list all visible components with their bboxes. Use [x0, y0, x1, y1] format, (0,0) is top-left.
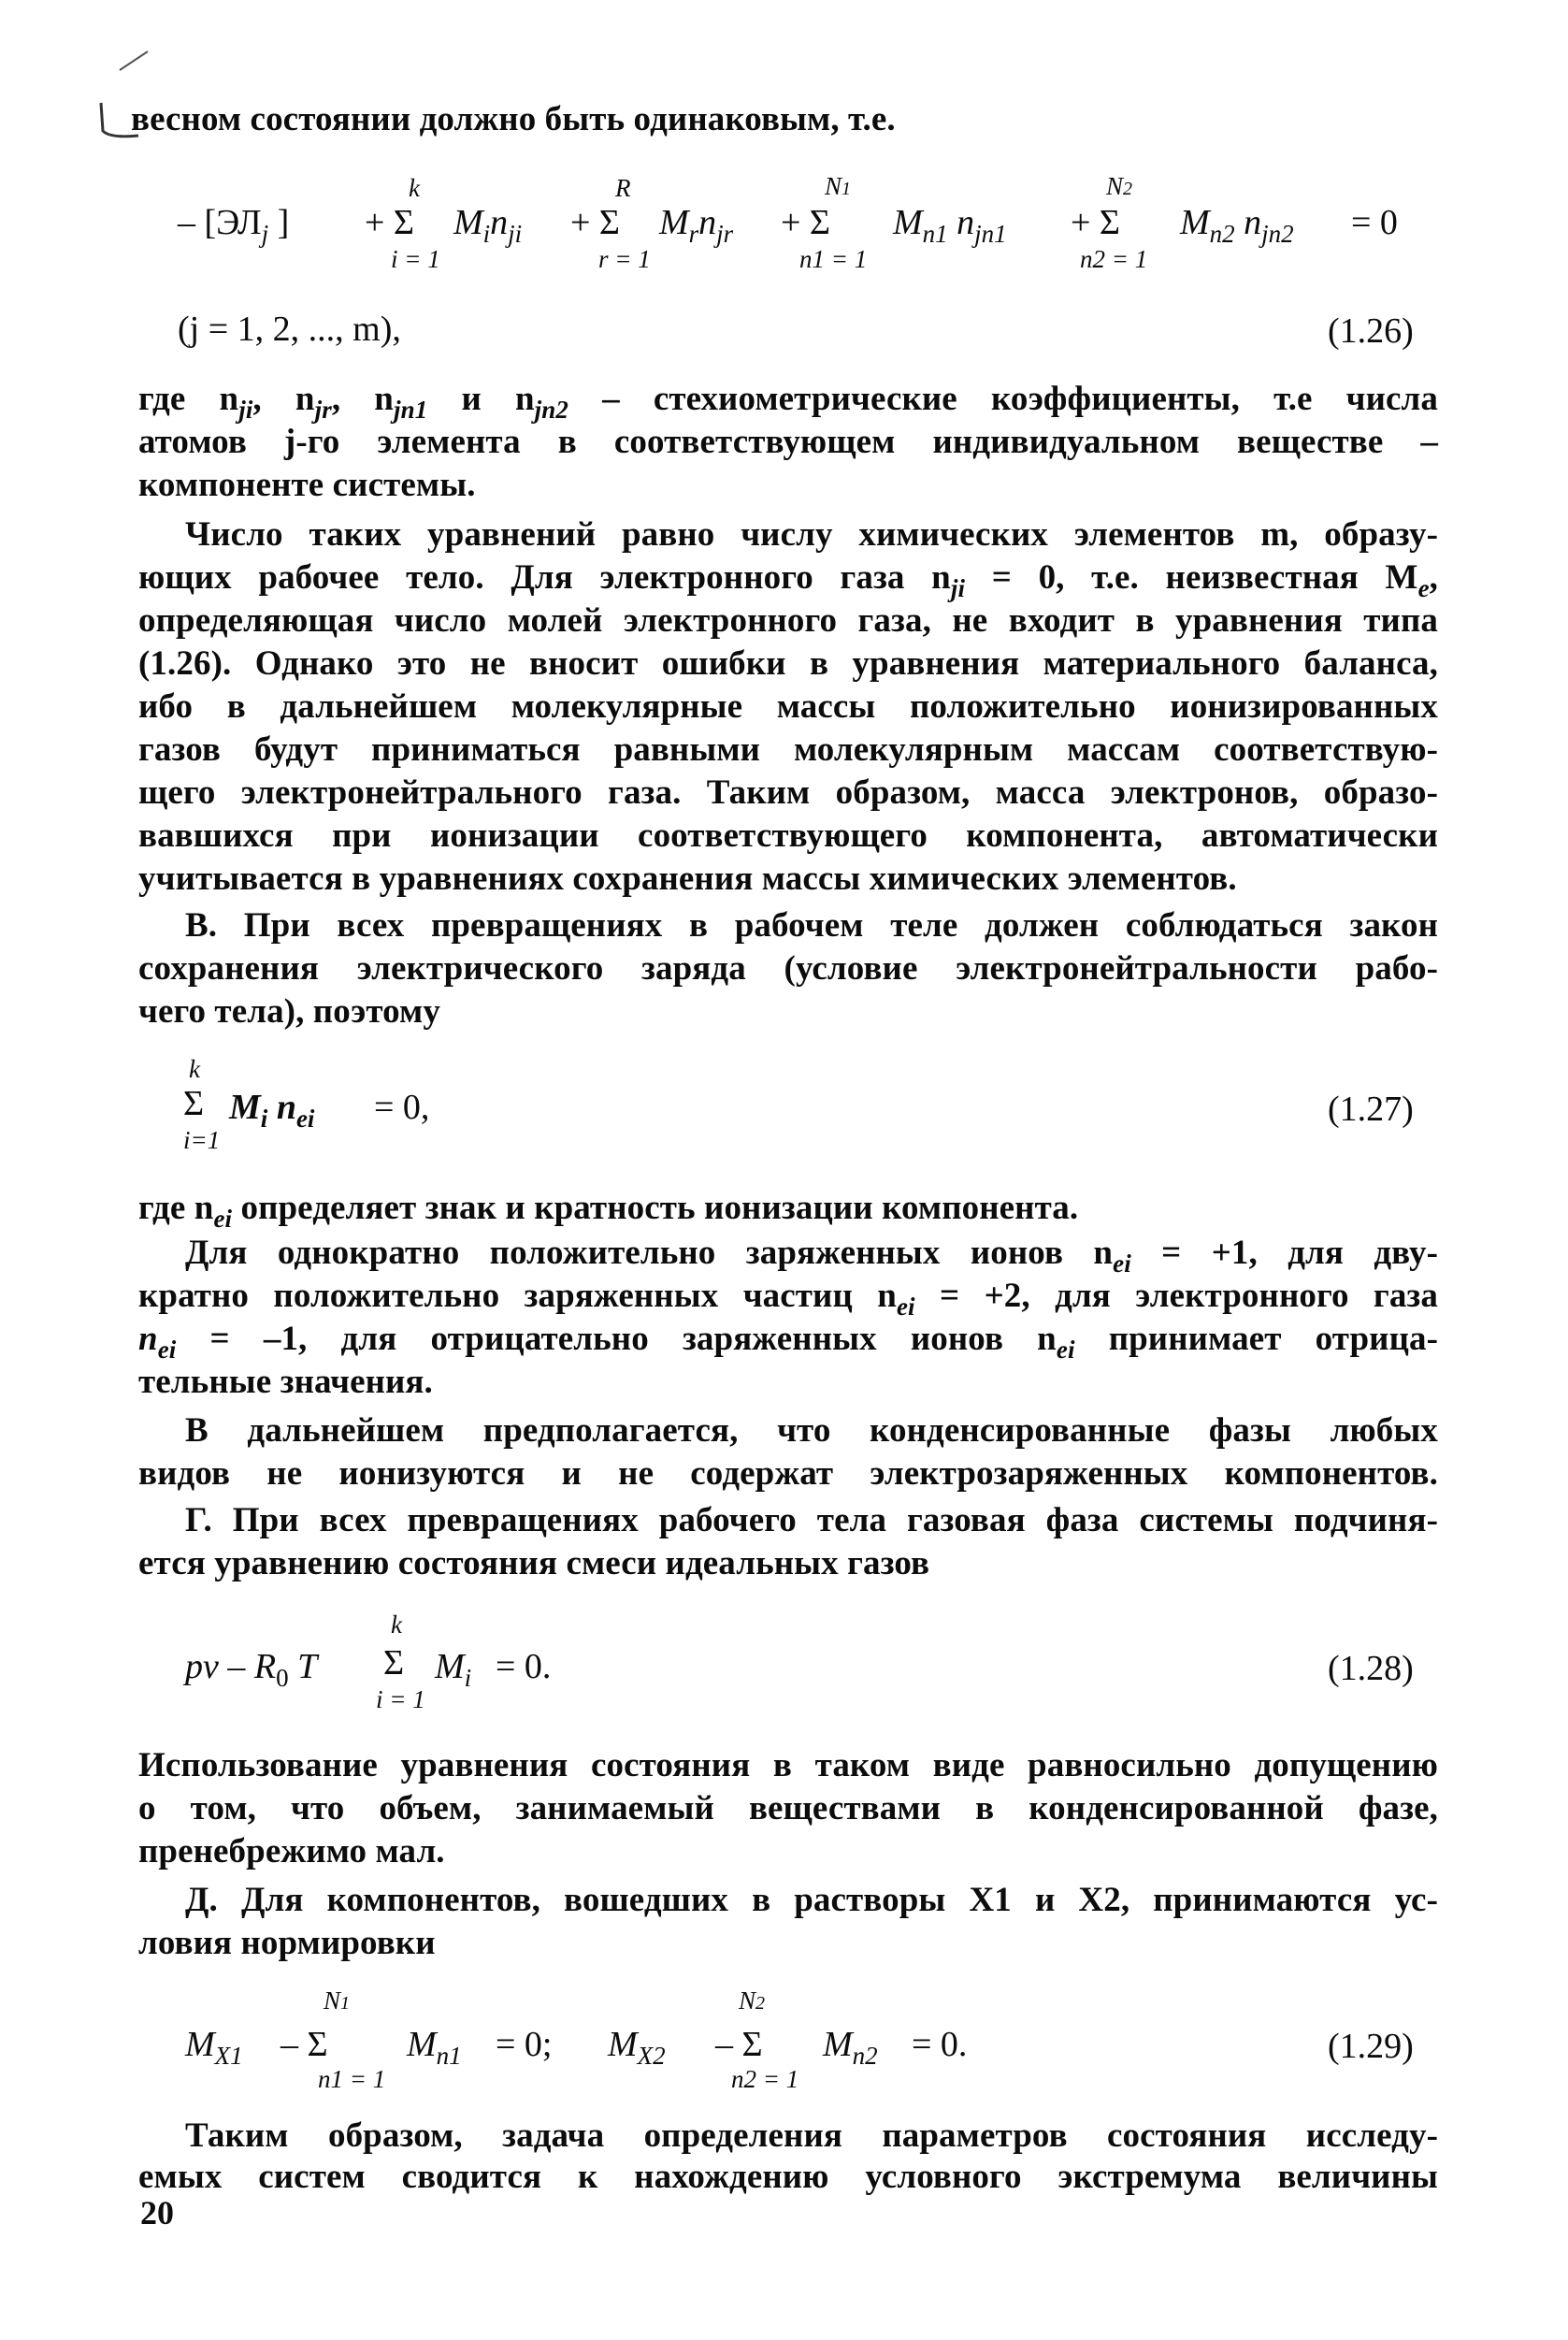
p2-line2: ющих рабочее тело. Для электронного газа $n_{ji} = 0$, т.е. неизвестная $M_e$,: [138, 558, 1439, 602]
eq129-t2: $M_{n2}$: [823, 2025, 878, 2070]
p6-line2: видов не ионизуются и не содержат электрозаряженных компонентов.: [138, 1454, 1438, 1493]
p5-line3: $n_{ei} = -1$, для отрицательно заряженных ионов $n_{ei}$ принимает отрица-: [138, 1320, 1439, 1364]
p3-line2: сохранения электрического заряда (условие электронейтральности рабо-: [138, 949, 1438, 988]
eq128-sigma: Σ: [383, 1643, 405, 1683]
eq129-s2: – Σ: [715, 2025, 763, 2064]
p2-line9: учитывается в уравнениях сохранения массы химических элементов.: [138, 859, 1237, 898]
p2-line8: вавшихся при ионизации соответствующего компонента, автоматически: [138, 816, 1438, 855]
p9-line1: Д. Для компонентов, вошедших в растворы X1 и X2, принимаются ус-: [185, 1881, 1438, 1919]
p5-line2: кратно положительно заряженных частиц $n_{ei} = +2$, для электронного газа: [138, 1277, 1439, 1321]
eq126-lo1: i = 1: [391, 245, 440, 273]
p8-line2: о том, что объем, занимаемый веществами в конденсированной фазе,: [138, 1789, 1438, 1827]
eq128-number: (1.28): [1328, 1649, 1414, 1688]
eq126-term2: $M_rn_{jr}$: [659, 203, 734, 248]
eq126-number: (1.26): [1328, 311, 1414, 351]
eq129-m2: $M_{X2}$: [608, 2025, 666, 2070]
p7-line1: Г. При всех превращениях рабочего тела газовая фаза системы подчиня-: [185, 1501, 1438, 1539]
eq126-term1: $M_in_{ji}$: [453, 203, 523, 248]
eq129-lo1: n1 = 1: [318, 2065, 386, 2093]
eq126-condition: (j = 1, 2, ..., m),: [178, 310, 401, 349]
eq126-lhs: – [$ЭЛ_j$ ]: [178, 203, 290, 248]
eq126-rhs: = 0: [1351, 203, 1398, 242]
page-number: 20: [140, 2194, 174, 2232]
eq126-lo3: n1 = 1: [799, 245, 868, 273]
p7-line2: ется уравнению состояния смеси идеальных газов: [138, 1544, 930, 1582]
p3-line3: чего тела), поэтому: [138, 992, 440, 1031]
p2-line3: определяющая число молей электронного газа, не входит в уравнения типа: [138, 601, 1438, 640]
eq126-lo2: r = 1: [598, 245, 651, 273]
p10-line2: емых систем сводится к нахождению условного экстремума величины: [138, 2158, 1438, 2196]
eq128-lhs: pv – $R_0$ T: [185, 1647, 318, 1692]
p5-line1: Для однократно положительно заряженных ионов $n_{ei} = +1$, для дву-: [185, 1234, 1438, 1278]
eq129-m1: $M_{X1}$: [185, 2025, 243, 2070]
p2-line1: Число таких уравнений равно числу химических элементов m, образу-: [185, 515, 1438, 554]
eq126-up4: N2: [1106, 172, 1133, 200]
eq129-t1: $M_{n1}$: [407, 2025, 462, 2070]
p5-line4: тельные значения.: [138, 1363, 433, 1401]
eq126-term4: $M_{n2}$ $n_{jn2}$: [1180, 203, 1294, 248]
eq129-up2: N2: [739, 1986, 766, 2015]
p10-line1: Таким образом, задача определения параметров состояния исследу-: [185, 2116, 1438, 2155]
eq127-lo: i=1: [183, 1126, 221, 1154]
eq126-up3: N1: [825, 172, 852, 200]
p8-line3: пренебрежимо мал.: [138, 1832, 445, 1871]
p2-line6: газов будут приниматься равными молекулярным массам соответствую-: [138, 730, 1438, 769]
p9-line2: ловия нормировки: [138, 1924, 436, 1962]
eq128-lo: i = 1: [376, 1685, 425, 1713]
top-line: весном состоянии должно быть одинаковым, т.е.: [131, 100, 896, 138]
eq128-term: $M_i$: [435, 1647, 472, 1692]
eq127-up: k: [189, 1055, 200, 1083]
eq128-up: k: [391, 1611, 402, 1639]
p8-line1: Использование уравнения состояния в таком виде равносильно допущению: [138, 1746, 1438, 1784]
eq126-plus3: + Σ: [781, 203, 831, 242]
eq127-sigma: Σ: [183, 1084, 205, 1123]
p2-line5: ибо в дальнейшем молекулярные массы положительно ионизированных: [138, 687, 1438, 726]
p1-line2: атомов j-го элемента в соответствующем индивидуальном веществе –: [138, 423, 1438, 461]
eq129-number: (1.29): [1328, 2027, 1414, 2066]
p6-line1: В дальнейшем предполагается, что конденсированные фазы любых: [185, 1411, 1438, 1450]
eq129-s1: – Σ: [281, 2025, 328, 2064]
p1-line3: компоненте системы.: [138, 466, 476, 504]
eq126-lo4: n2 = 1: [1080, 245, 1148, 273]
eq129-up1: N1: [324, 1986, 351, 2015]
eq126-plus2: + Σ: [570, 203, 621, 242]
eq128-rhs: = 0.: [496, 1647, 552, 1686]
p4-line1: где $n_{ei}$ определяет знак и кратность ионизации компонента.: [138, 1189, 1079, 1233]
p3-line1: В. При всех превращениях в рабочем теле должен соблюдаться закон: [185, 906, 1438, 945]
eq127-body: $M_i$ $n_{ei}$: [229, 1088, 315, 1133]
p2-line7: щего электронейтрального газа. Таким образом, масса электронов, образо-: [138, 773, 1438, 812]
eq129-lo2: n2 = 1: [731, 2065, 799, 2093]
eq126-plus1: + Σ: [365, 203, 415, 242]
eq127-number: (1.27): [1328, 1090, 1414, 1129]
eq126-up1: k: [409, 174, 420, 202]
eq126-up2: R: [615, 174, 631, 202]
eq129-r1: = 0;: [496, 2025, 553, 2064]
eq129-r2: = 0.: [912, 2025, 968, 2064]
eq126-term3: $M_{n1}$ $n_{jn1}$: [893, 203, 1007, 248]
p1-line1: где $n_{ji}$, $n_{jr}$, $n_{jn1}$ и $n_{jn2}$ – стехиометрические коэффициенты, т.е числа: [138, 380, 1439, 424]
eq126-plus4: + Σ: [1071, 203, 1121, 242]
eq127-rhs: = 0,: [374, 1088, 430, 1127]
p2-line4: (1.26). Однако это не вносит ошибки в уравнения материального баланса,: [138, 644, 1438, 683]
